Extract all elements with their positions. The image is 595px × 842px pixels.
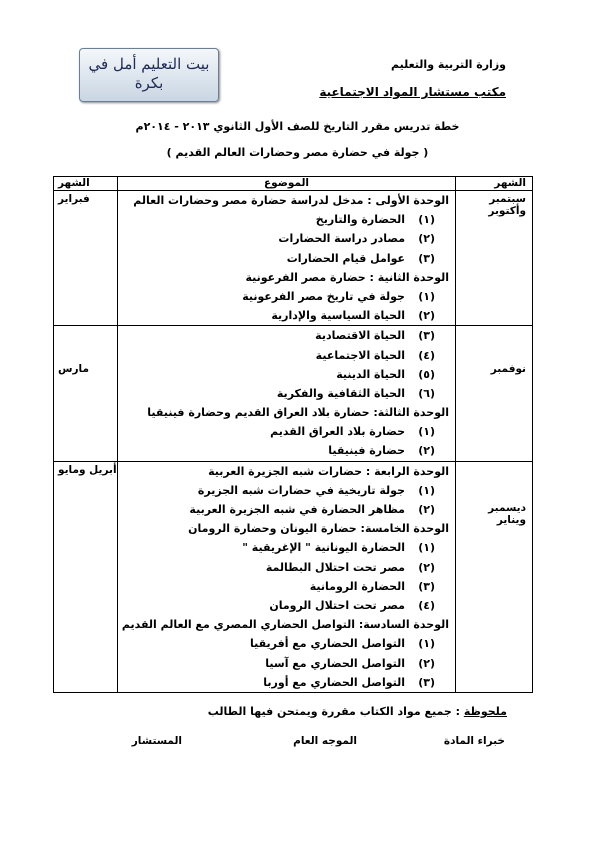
lesson-number: (٢) bbox=[418, 656, 435, 670]
unit-heading bbox=[118, 403, 455, 422]
lesson-number: (٤) bbox=[418, 348, 435, 362]
lesson-number: (٣) bbox=[418, 579, 435, 593]
lesson-line bbox=[118, 287, 455, 306]
lesson-number: (٥) bbox=[418, 367, 435, 381]
lesson-title: الحياة الدينية bbox=[336, 367, 405, 381]
month-cell-left: أبريل ومايو bbox=[54, 461, 118, 692]
logo-box bbox=[79, 48, 219, 102]
syllabus-body bbox=[54, 191, 533, 693]
lesson-line bbox=[118, 558, 455, 577]
unit-title: الوحدة الثالثة: حضارة بلاد العراق القديم وحضارة فينيقيا bbox=[147, 406, 449, 420]
syllabus-table bbox=[53, 176, 533, 693]
lesson-number: (٢) bbox=[418, 444, 435, 458]
logo-line-1: بيت التعليم أمل في bbox=[88, 55, 210, 73]
lesson-line bbox=[118, 384, 455, 403]
lesson-line bbox=[118, 306, 455, 325]
lesson-title: مصادر دراسة الحضارات bbox=[278, 232, 405, 246]
note bbox=[208, 705, 507, 718]
lesson-title: جولة في تاريخ مصر الفرعونية bbox=[242, 289, 405, 303]
lesson-number: (٢) bbox=[418, 232, 435, 246]
lesson-title: التواصل الحضاري مع آسيا bbox=[265, 656, 405, 670]
topic-cell bbox=[118, 191, 456, 326]
lesson-number: (١) bbox=[418, 425, 435, 439]
lesson-number: (٣) bbox=[418, 329, 435, 343]
unit-title: الوحدة الخامسة: حضارة اليونان وحضارة الرومان bbox=[188, 522, 449, 536]
lesson-number: (١) bbox=[418, 637, 435, 651]
lesson-number: (٢) bbox=[418, 503, 435, 516]
lesson-title: الحضارة والتاريخ bbox=[315, 213, 405, 227]
unit-title: الوحدة الأولى : مدخل لدراسة حضارة مصر وحضارات العالم bbox=[133, 194, 449, 207]
unit-title: الوحدة السادسة: التواصل الحضاري المصري مع العالم القديم bbox=[121, 618, 449, 632]
lesson-line bbox=[118, 229, 455, 248]
lesson-title: التواصل الحضاري مع أفريقيا bbox=[249, 637, 405, 651]
signature-experts: خبراء المادة bbox=[443, 735, 505, 747]
header-topic: الموضوع bbox=[118, 177, 456, 191]
header-month-left: الشهر bbox=[54, 177, 118, 191]
month-cell-right: ديسمبر ويناير bbox=[456, 461, 533, 692]
header-month-right: الشهر bbox=[456, 177, 533, 191]
lesson-line bbox=[118, 673, 455, 692]
signature-consultant: المستشار bbox=[131, 735, 182, 747]
unit-title: الوحدة الثانية : حضارة مصر الفرعونية bbox=[245, 270, 449, 284]
lesson-line bbox=[118, 654, 455, 673]
lesson-title: التواصل الحضاري مع أوربا bbox=[263, 675, 405, 689]
topic-cell bbox=[118, 461, 456, 692]
lesson-line bbox=[118, 634, 455, 653]
month-cell-right: نوفمبر bbox=[456, 326, 533, 461]
unit-heading bbox=[118, 268, 455, 287]
plan-title: خطة تدريس مقرر التاريخ للصف الأول الثانوي ٢٠١٣ - ٢٠١٤م bbox=[135, 120, 460, 133]
lesson-line bbox=[118, 365, 455, 384]
plan-subtitle: ( جولة في حضارة مصر وحضارات العالم القديم ) bbox=[166, 146, 429, 159]
signature-supervisor: الموجه العام bbox=[293, 735, 357, 747]
office-name: مكتب مستشار المواد الاجتماعية bbox=[319, 85, 506, 99]
table-section-row bbox=[54, 461, 533, 692]
lesson-title: مصر تحت احتلال الرومان bbox=[269, 598, 405, 612]
lesson-title: الحضارة اليونانية " الإغريقية " bbox=[242, 541, 405, 555]
lesson-title: الحياة الاقتصادية bbox=[315, 329, 405, 343]
month-cell-right: سبتمبر وأكتوبر bbox=[456, 191, 533, 326]
lesson-title: مظاهر الحضارة في شبه الجزيرة العربية bbox=[189, 503, 405, 516]
logo-line-2: بكرة bbox=[134, 74, 164, 92]
unit-title: الوحدة الرابعة : حضارات شبه الجزيرة العربية bbox=[208, 464, 449, 478]
lesson-number: (١) bbox=[418, 213, 435, 227]
lesson-line bbox=[118, 596, 455, 615]
lesson-title: الحياة الثقافية والفكرية bbox=[276, 386, 405, 400]
note-label: ملحوظة bbox=[463, 705, 507, 718]
lesson-title: الحياة الاجتماعية bbox=[315, 348, 405, 362]
table-section-row bbox=[54, 191, 533, 326]
lesson-line bbox=[118, 346, 455, 365]
unit-heading bbox=[118, 615, 455, 634]
note-text: : جميع مواد الكتاب مقررة ويمتحن فيها الطالب bbox=[207, 705, 464, 718]
unit-heading bbox=[118, 191, 455, 210]
lesson-title: حضارة بلاد العراق القديم bbox=[270, 425, 405, 439]
lesson-number: (٦) bbox=[418, 386, 435, 400]
unit-heading bbox=[118, 462, 455, 481]
lesson-title: حضارة فينيقيا bbox=[328, 444, 405, 458]
lesson-number: (٣) bbox=[418, 251, 435, 265]
lesson-number: (٢) bbox=[418, 309, 435, 323]
lesson-title: الحياة السياسية والإدارية bbox=[271, 309, 405, 323]
lesson-line bbox=[118, 577, 455, 596]
lesson-line bbox=[118, 481, 455, 500]
lesson-line bbox=[118, 326, 455, 345]
lesson-number: (٣) bbox=[418, 675, 435, 689]
lesson-number: (٢) bbox=[418, 560, 435, 574]
lesson-line bbox=[118, 210, 455, 229]
lesson-number: (١) bbox=[418, 483, 435, 497]
lesson-title: مصر تحت احتلال البطالمة bbox=[265, 560, 405, 574]
ministry-name: وزارة التربية والتعليم bbox=[391, 58, 506, 71]
lesson-line bbox=[118, 249, 455, 268]
unit-heading bbox=[118, 519, 455, 538]
lesson-title: جولة تاريخية في حضارات شبه الجزيرة bbox=[197, 483, 405, 497]
table-section-row bbox=[54, 326, 533, 461]
lesson-line bbox=[118, 500, 455, 519]
lesson-title: عوامل قيام الحضارات bbox=[286, 251, 405, 265]
lesson-number: (٤) bbox=[418, 598, 435, 612]
lesson-number: (١) bbox=[418, 541, 435, 555]
month-cell-left: فبراير bbox=[54, 191, 118, 326]
topic-cell bbox=[118, 326, 456, 461]
lesson-number: (١) bbox=[418, 289, 435, 303]
lesson-title: الحضارة الرومانية bbox=[309, 579, 405, 593]
lesson-line bbox=[118, 441, 455, 460]
table-header-row bbox=[54, 177, 533, 191]
month-cell-left: مارس bbox=[54, 326, 118, 461]
lesson-line bbox=[118, 422, 455, 441]
lesson-line bbox=[118, 538, 455, 557]
